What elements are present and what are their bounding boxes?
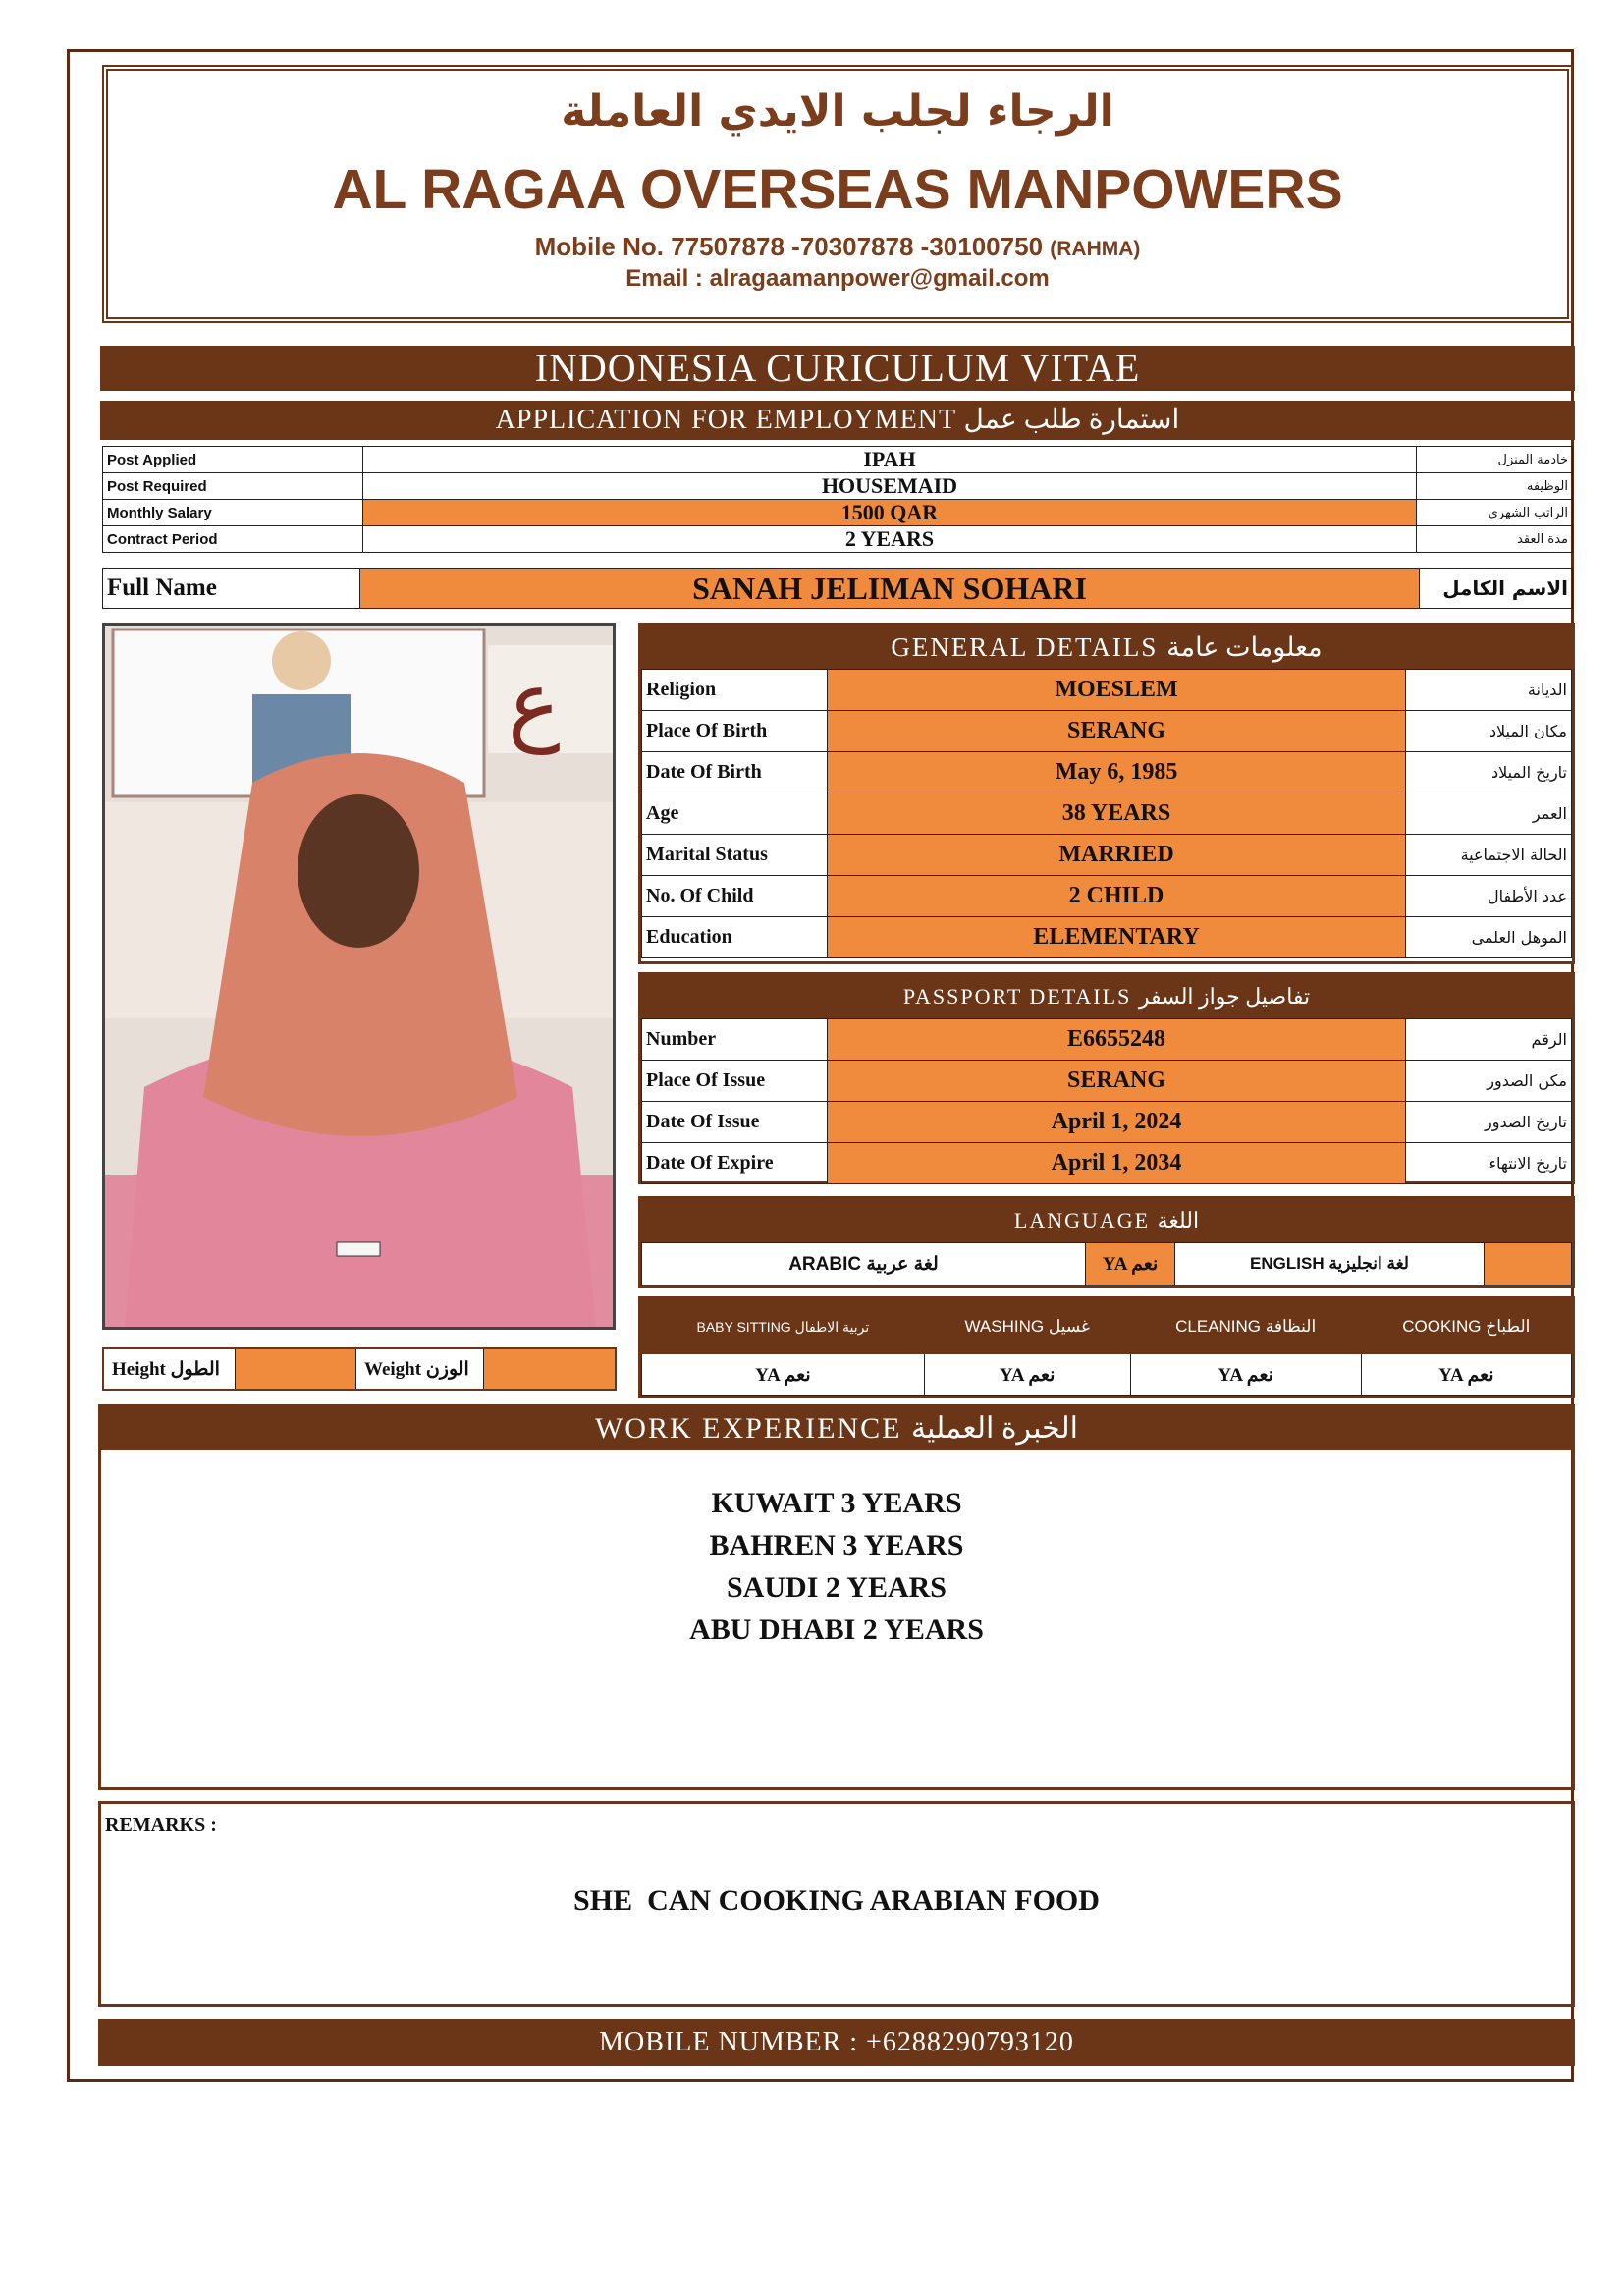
general-arabic-label: تاريخ الميلاد bbox=[1406, 752, 1572, 793]
skill-value: YA نعم bbox=[1130, 1354, 1361, 1396]
height-value bbox=[236, 1348, 356, 1390]
employment-row bbox=[103, 473, 1573, 500]
company-mobile-numbers: Mobile No. 77507878 -70307878 -30100750 bbox=[534, 232, 1044, 261]
full-name-value: SANAH JELIMAN SOHARI bbox=[360, 569, 1420, 609]
passport-row bbox=[642, 1061, 1572, 1102]
language-table bbox=[641, 1242, 1572, 1285]
general-arabic-label: العمر bbox=[1406, 793, 1572, 835]
employment-label: Post Applied bbox=[103, 447, 363, 473]
employment-label: Contract Period bbox=[103, 526, 363, 553]
company-email: Email : alragaamanpower@gmail.com bbox=[625, 265, 1050, 292]
skills-panel bbox=[638, 1296, 1575, 1398]
passport-row bbox=[642, 1019, 1572, 1061]
general-value: May 6, 1985 bbox=[828, 752, 1406, 793]
height-label: Height الطول bbox=[103, 1348, 236, 1390]
passport-label: Number bbox=[642, 1019, 828, 1061]
general-row bbox=[642, 670, 1572, 711]
company-name: AL RAGAA OVERSEAS MANPOWERS bbox=[332, 158, 1343, 221]
weight-value bbox=[484, 1348, 617, 1390]
passport-row bbox=[642, 1143, 1572, 1184]
general-label: Age bbox=[642, 793, 828, 835]
general-row bbox=[642, 711, 1572, 752]
passport-value: E6655248 bbox=[828, 1019, 1406, 1061]
general-arabic-label: الديانة bbox=[1406, 670, 1572, 711]
passport-arabic-label: الرقم bbox=[1406, 1019, 1572, 1061]
skill-label: WASHING غسيل bbox=[924, 1300, 1130, 1354]
general-value: ELEMENTARY bbox=[828, 917, 1406, 958]
general-arabic-label: الحالة الاجتماعية bbox=[1406, 835, 1572, 876]
full-name-label: Full Name bbox=[103, 569, 360, 609]
skill-label: COOKING الطباخ bbox=[1361, 1300, 1571, 1354]
passport-label: Place Of Issue bbox=[642, 1061, 828, 1102]
language-panel bbox=[638, 1196, 1575, 1288]
general-value: 2 CHILD bbox=[828, 876, 1406, 917]
employment-value: HOUSEMAID bbox=[363, 473, 1417, 500]
passport-value: April 1, 2034 bbox=[828, 1143, 1406, 1184]
general-row bbox=[642, 917, 1572, 958]
passport-details-panel bbox=[638, 972, 1575, 1184]
page-title: INDONESIA CURICULUM VITAE bbox=[100, 346, 1575, 391]
company-mobile bbox=[108, 232, 1567, 262]
work-experience-item: KUWAIT 3 YEARS bbox=[711, 1487, 962, 1519]
employment-row bbox=[103, 447, 1573, 473]
general-label: Marital Status bbox=[642, 835, 828, 876]
general-details-panel bbox=[638, 623, 1575, 964]
candidate-photo-illustration bbox=[105, 626, 613, 1327]
general-row bbox=[642, 876, 1572, 917]
passport-label: Date Of Expire bbox=[642, 1143, 828, 1184]
passport-arabic-label: تاريخ الانتهاء bbox=[1406, 1143, 1572, 1184]
general-arabic-label: عدد الأطفال bbox=[1406, 876, 1572, 917]
work-experience-item: ABU DHABI 2 YEARS bbox=[689, 1613, 984, 1646]
general-arabic-label: مكان الميلاد bbox=[1406, 711, 1572, 752]
general-details-title: GENERAL DETAILS معلومات عامة bbox=[641, 626, 1572, 669]
skill-value: YA نعم bbox=[1361, 1354, 1571, 1396]
language-title: LANGUAGE اللغة bbox=[641, 1199, 1572, 1242]
general-value: MOESLEM bbox=[828, 670, 1406, 711]
passport-details-title: PASSPORT DETAILS تفاصيل جواز السفر bbox=[641, 975, 1572, 1018]
work-experience-panel bbox=[98, 1404, 1575, 1790]
general-row bbox=[642, 793, 1572, 835]
remarks-text: SHE CAN COOKING ARABIAN FOOD bbox=[573, 1885, 1100, 1917]
remarks-label: REMARKS : bbox=[105, 1814, 217, 1835]
employment-row bbox=[103, 500, 1573, 526]
employment-value: 1500 QAR bbox=[363, 500, 1417, 526]
work-experience-list bbox=[101, 1450, 1572, 1651]
skill-label: CLEANING النظافة bbox=[1130, 1300, 1361, 1354]
svg-text:ع: ع bbox=[508, 652, 561, 755]
work-experience-item: SAUDI 2 YEARS bbox=[727, 1571, 947, 1604]
employment-value: 2 YEARS bbox=[363, 526, 1417, 553]
employment-label: Post Required bbox=[103, 473, 363, 500]
skill-value: YA نعم bbox=[642, 1354, 925, 1396]
company-mobile-contact: (RAHMA) bbox=[1050, 238, 1141, 260]
passport-value: SERANG bbox=[828, 1061, 1406, 1102]
employment-table bbox=[102, 446, 1573, 553]
employment-arabic-label: خادمة المنزل bbox=[1417, 447, 1573, 473]
work-experience-item: BAHREN 3 YEARS bbox=[709, 1529, 964, 1561]
weight-label: Weight الوزن bbox=[356, 1348, 484, 1390]
english-language-label: ENGLISH لغة انجليزية bbox=[1175, 1243, 1485, 1285]
english-language-value bbox=[1485, 1243, 1572, 1285]
skills-table bbox=[641, 1299, 1572, 1396]
passport-arabic-label: تاريخ الصدور bbox=[1406, 1102, 1572, 1143]
general-label: Place Of Birth bbox=[642, 711, 828, 752]
general-label: Religion bbox=[642, 670, 828, 711]
employment-arabic-label: مدة العقد bbox=[1417, 526, 1573, 553]
general-arabic-label: الموهل العلمى bbox=[1406, 917, 1572, 958]
employment-row bbox=[103, 526, 1573, 553]
employment-label: Monthly Salary bbox=[103, 500, 363, 526]
passport-value: April 1, 2024 bbox=[828, 1102, 1406, 1143]
general-details-table bbox=[641, 669, 1572, 958]
passport-label: Date Of Issue bbox=[642, 1102, 828, 1143]
general-label: Date Of Birth bbox=[642, 752, 828, 793]
general-value: SERANG bbox=[828, 711, 1406, 752]
general-label: No. Of Child bbox=[642, 876, 828, 917]
general-label: Education bbox=[642, 917, 828, 958]
skill-label: BABY SITTING تربية الاطفال bbox=[642, 1300, 925, 1354]
arabic-language-label: ARABIC لغة عربية bbox=[642, 1243, 1086, 1285]
passport-row bbox=[642, 1102, 1572, 1143]
general-row bbox=[642, 752, 1572, 793]
remarks-panel bbox=[98, 1801, 1575, 2007]
application-subtitle: APPLICATION FOR EMPLOYMENT استمارة طلب عمل bbox=[100, 401, 1575, 440]
passport-details-table bbox=[641, 1018, 1572, 1184]
general-row bbox=[642, 835, 1572, 876]
company-header bbox=[102, 65, 1573, 323]
employment-arabic-label: الوظيفه bbox=[1417, 473, 1573, 500]
company-arabic-name: الرجاء لجلب الايدي العاملة bbox=[561, 86, 1114, 137]
arabic-language-value: YA نعم bbox=[1086, 1243, 1175, 1285]
candidate-photo bbox=[102, 623, 616, 1330]
footer-mobile-number: MOBILE NUMBER : +6288290793120 bbox=[98, 2019, 1575, 2066]
full-name-arabic: الاسم الكامل bbox=[1420, 569, 1573, 609]
full-name-row bbox=[102, 568, 1573, 609]
skill-value: YA نعم bbox=[924, 1354, 1130, 1396]
work-experience-title: WORK EXPERIENCE الخبرة العملية bbox=[101, 1407, 1572, 1450]
general-value: MARRIED bbox=[828, 835, 1406, 876]
passport-arabic-label: مكن الصدور bbox=[1406, 1061, 1572, 1102]
physical-table bbox=[102, 1347, 617, 1391]
general-value: 38 YEARS bbox=[828, 793, 1406, 835]
employment-arabic-label: الراتب الشهري bbox=[1417, 500, 1573, 526]
employment-value: IPAH bbox=[363, 447, 1417, 473]
